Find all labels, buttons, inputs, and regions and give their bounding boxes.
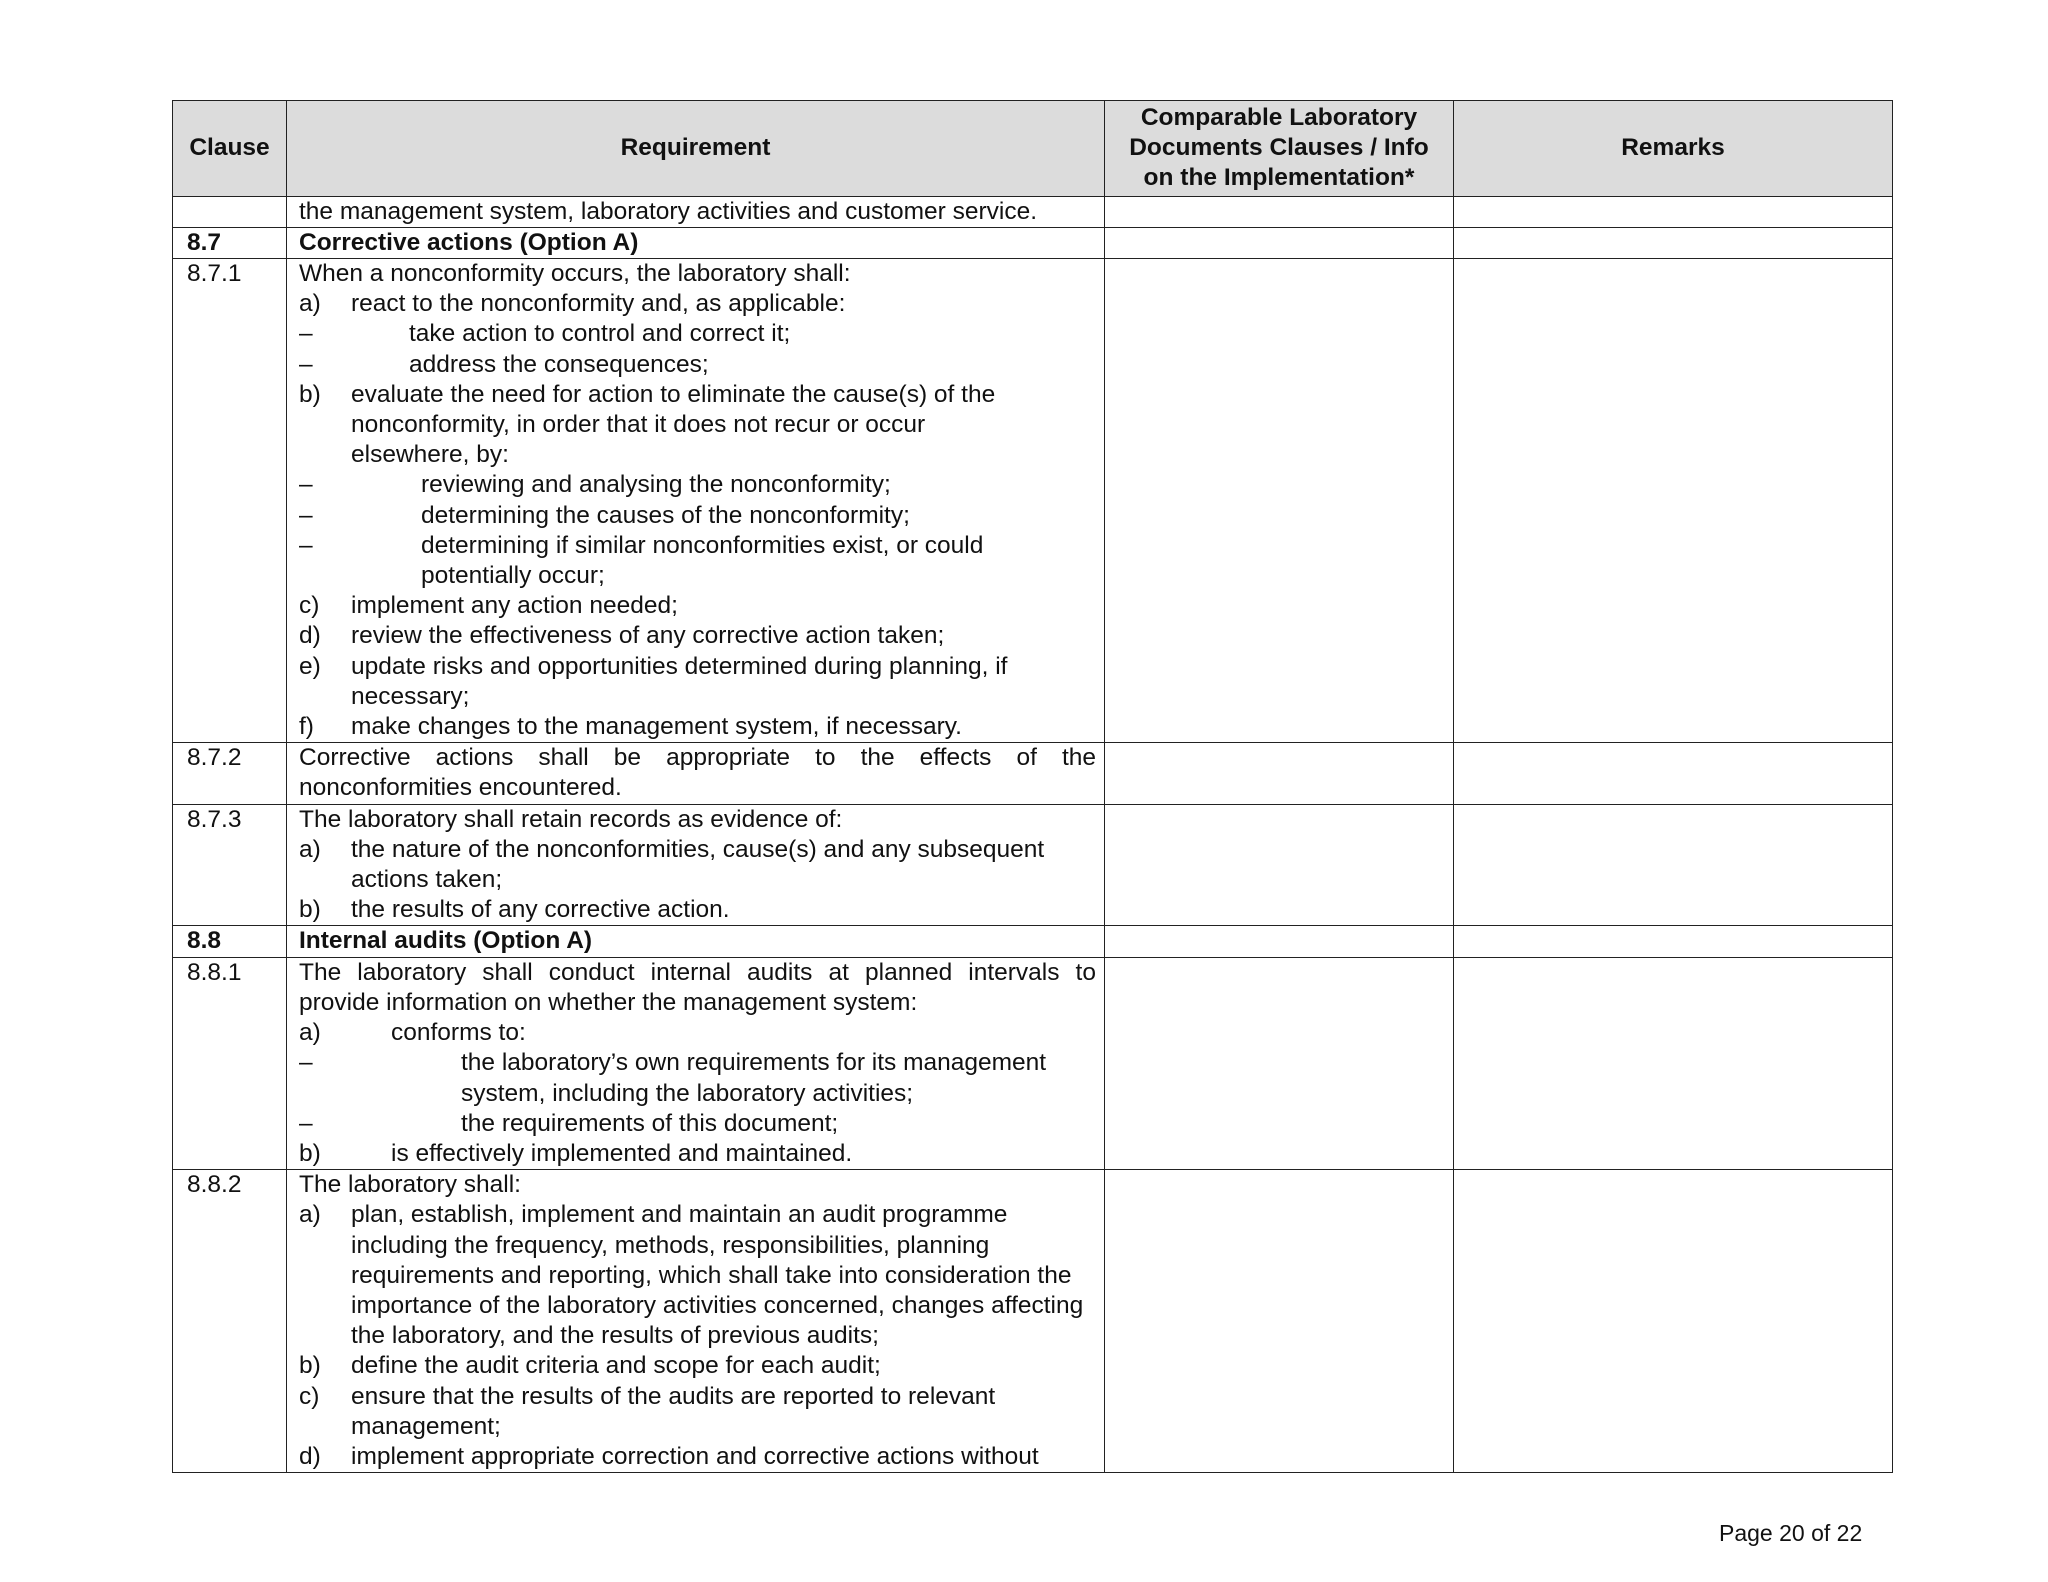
item-label: d) xyxy=(299,1442,321,1470)
item-label: e) xyxy=(299,652,321,680)
remarks-cell xyxy=(1454,926,1893,957)
requirement-intro: The laboratory shall conduct internal audits at planned intervals to provide information on whether the management system: xyxy=(299,958,1096,1016)
sub-list-item xyxy=(299,350,1096,380)
dash-bullet: – xyxy=(299,471,313,499)
item-label: a) xyxy=(299,835,321,863)
list-item xyxy=(299,895,1096,925)
item-text: implement any action needed; xyxy=(351,592,678,620)
header-clause: Clause xyxy=(173,101,287,197)
list-item xyxy=(299,1200,1096,1351)
requirement-cell xyxy=(287,196,1105,227)
item-text: the results of any corrective action. xyxy=(351,896,730,924)
remarks-cell xyxy=(1454,1170,1893,1473)
list-item xyxy=(299,712,1096,742)
clause-number: 8.7.1 xyxy=(173,259,287,743)
dash-bullet: – xyxy=(299,501,313,529)
comparable-cell xyxy=(1105,804,1454,926)
requirement-cell xyxy=(287,743,1105,804)
item-text: is effectively implemented and maintained. xyxy=(391,1139,853,1167)
table-row xyxy=(173,196,1893,227)
item-text: determining if similar nonconformities exist, or could potentially occur; xyxy=(421,531,984,590)
comparable-cell xyxy=(1105,227,1454,258)
item-text: make changes to the management system, if necessary. xyxy=(351,713,962,741)
remarks-cell xyxy=(1454,804,1893,926)
item-label: a) xyxy=(299,1201,321,1229)
item-label: a) xyxy=(299,1019,321,1047)
comparable-cell xyxy=(1105,926,1454,957)
table-header-row xyxy=(173,101,1893,197)
header-comparable-line3: on the Implementation* xyxy=(1143,164,1415,192)
item-text: review the effectiveness of any corrective action taken; xyxy=(351,622,945,650)
item-text: the laboratory’s own requirements for its management system, including the laboratory activities; xyxy=(461,1049,1047,1107)
section-title: Internal audits (Option A) xyxy=(287,926,1105,957)
list-item xyxy=(299,1382,1096,1442)
item-label: b) xyxy=(299,896,321,924)
item-text: address the consequences; xyxy=(409,350,709,378)
item-text: evaluate the need for action to eliminate the cause(s) of the nonconformity, in order that it does not recur or occur elsewhere, by: xyxy=(351,380,996,469)
item-text: react to the nonconformity and, as applicable: xyxy=(351,290,846,318)
clause-number: 8.7 xyxy=(173,227,287,258)
dash-bullet: – xyxy=(299,531,313,559)
requirements-table xyxy=(172,100,1893,1473)
section-row xyxy=(173,227,1893,258)
item-label: b) xyxy=(299,1352,321,1380)
item-text: take action to control and correct it; xyxy=(409,320,791,348)
list-item xyxy=(299,1018,1096,1048)
list-item xyxy=(299,1351,1096,1381)
list-item xyxy=(299,835,1096,895)
list-item xyxy=(299,652,1096,712)
sub-list-item xyxy=(299,531,1096,591)
list-item xyxy=(299,289,1096,319)
remarks-cell xyxy=(1454,259,1893,743)
table-row xyxy=(173,957,1893,1169)
requirement-cell xyxy=(287,259,1105,743)
sub-list-item xyxy=(299,1048,1096,1108)
remarks-cell xyxy=(1454,743,1893,804)
item-label: f) xyxy=(299,713,314,741)
item-label: d) xyxy=(299,622,321,650)
list-item xyxy=(299,1442,1096,1472)
remarks-cell xyxy=(1454,227,1893,258)
header-comparable-line2: Documents Clauses / Info xyxy=(1129,134,1429,162)
sub-list-item xyxy=(299,470,1096,500)
clause-number: 8.7.2 xyxy=(173,743,287,804)
header-comparable xyxy=(1105,101,1454,197)
header-comparable-line1: Comparable Laboratory xyxy=(1140,104,1418,131)
comparable-cell xyxy=(1105,196,1454,227)
table-row xyxy=(173,743,1893,804)
list-item xyxy=(299,621,1096,651)
requirement-cell xyxy=(287,957,1105,1169)
item-text: define the audit criteria and scope for each audit; xyxy=(351,1352,881,1380)
clause-cell xyxy=(173,196,287,227)
item-label: a) xyxy=(299,290,321,318)
sub-list-item xyxy=(299,319,1096,349)
page-number: Page 20 of 22 xyxy=(1719,1520,1863,1546)
requirement-cell xyxy=(287,804,1105,926)
remarks-cell xyxy=(1454,957,1893,1169)
table-row xyxy=(173,804,1893,926)
list-item xyxy=(299,380,1096,471)
item-text: reviewing and analysing the nonconformity; xyxy=(421,471,891,499)
requirement-intro: The laboratory shall retain records as evidence of: xyxy=(299,805,843,833)
comparable-cell xyxy=(1105,1170,1454,1473)
item-label: b) xyxy=(299,1139,321,1167)
remarks-cell xyxy=(1454,196,1893,227)
sub-list-item xyxy=(299,1109,1096,1139)
item-text: implement appropriate correction and corrective actions without xyxy=(351,1442,1039,1470)
item-text: the nature of the nonconformities, cause(s) and any subsequent actions taken; xyxy=(351,835,1045,894)
requirement-intro: The laboratory shall: xyxy=(299,1171,521,1199)
clause-number: 8.8.1 xyxy=(173,957,287,1169)
clause-number: 8.8 xyxy=(173,926,287,957)
comparable-cell xyxy=(1105,743,1454,804)
section-row xyxy=(173,926,1893,957)
requirement-text: the management system, laboratory activities and customer service. xyxy=(299,197,1038,225)
table-row xyxy=(173,259,1893,743)
dash-bullet: – xyxy=(299,1049,313,1077)
item-text: the requirements of this document; xyxy=(461,1109,839,1137)
dash-bullet: – xyxy=(299,320,313,348)
item-text: conforms to: xyxy=(391,1019,526,1047)
sub-list-item xyxy=(299,501,1096,531)
item-label: c) xyxy=(299,592,320,620)
item-label: b) xyxy=(299,380,321,408)
list-item xyxy=(299,1139,1096,1169)
item-text: ensure that the results of the audits are reported to relevant management; xyxy=(351,1382,996,1440)
clause-number: 8.7.3 xyxy=(173,804,287,926)
item-label: c) xyxy=(299,1382,320,1410)
header-requirement: Requirement xyxy=(287,101,1105,197)
comparable-cell xyxy=(1105,957,1454,1169)
requirement-text: Corrective actions shall be appropriate to the effects of the nonconformities encountered. xyxy=(299,744,1096,802)
dash-bullet: – xyxy=(299,1109,313,1137)
table-row xyxy=(173,1170,1893,1473)
dash-bullet: – xyxy=(299,350,313,378)
comparable-cell xyxy=(1105,259,1454,743)
clause-number: 8.8.2 xyxy=(173,1170,287,1473)
requirement-cell xyxy=(287,1170,1105,1473)
section-title: Corrective actions (Option A) xyxy=(287,227,1105,258)
list-item xyxy=(299,591,1096,621)
header-remarks: Remarks xyxy=(1454,101,1893,197)
item-text: determining the causes of the nonconformity; xyxy=(421,501,910,529)
item-text: plan, establish, implement and maintain an audit programme including the frequency, methods, responsibilities, planning requirements and reporting, which shall take into consideration the importance of the laboratory activities concerned, changes affecting the laboratory, and the results of previous audits; xyxy=(351,1201,1084,1350)
item-text: update risks and opportunities determined during planning, if necessary; xyxy=(351,652,1008,710)
requirement-intro: When a nonconformity occurs, the laboratory shall: xyxy=(299,260,851,288)
